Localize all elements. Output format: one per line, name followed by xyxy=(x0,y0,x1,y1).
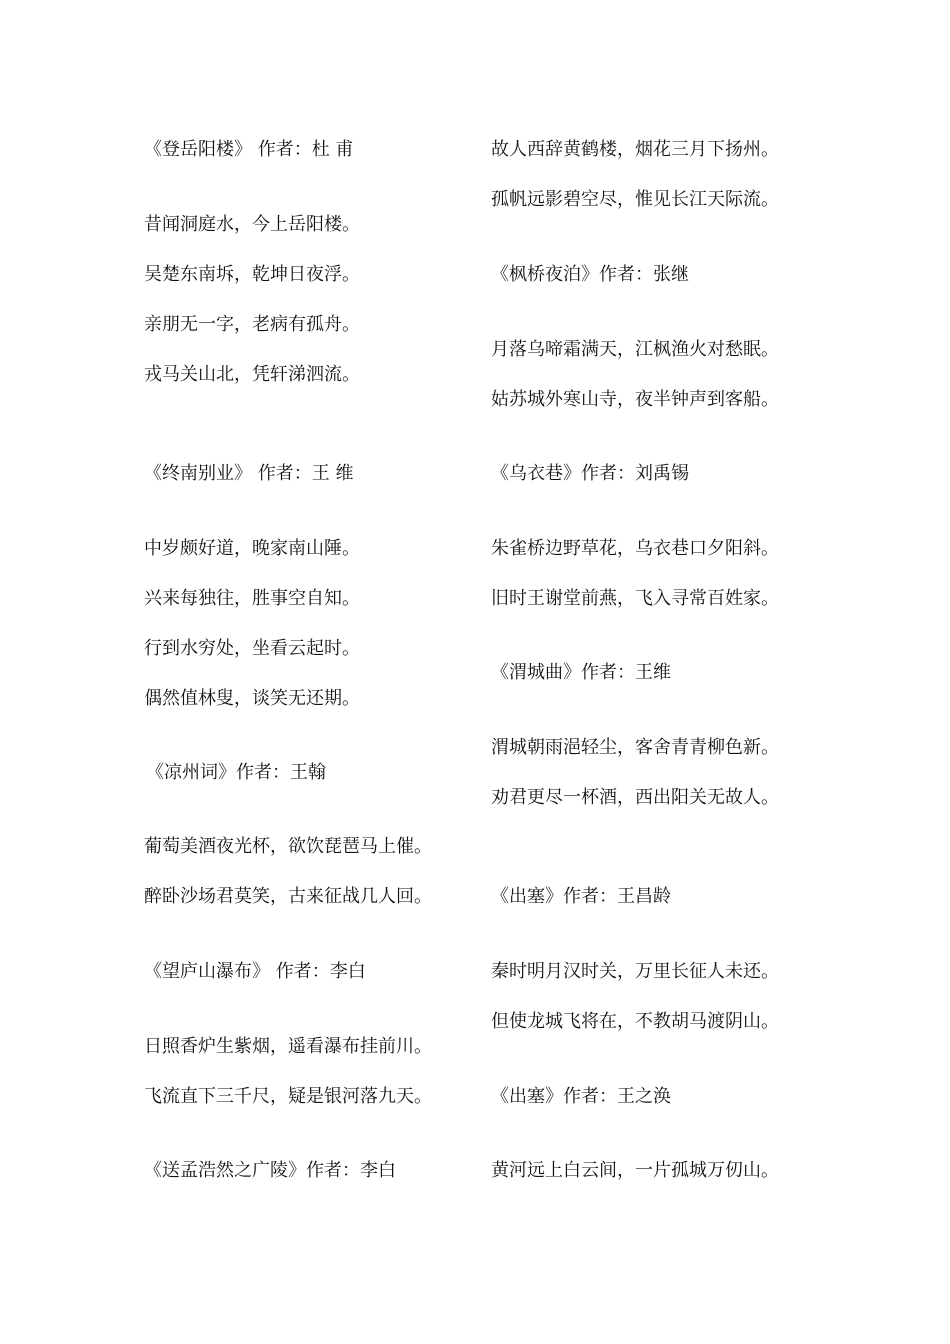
poem-title-wuyixiang: 《乌衣巷》作者：刘禹锡 xyxy=(491,463,689,484)
verse-line: 姑苏城外寒山寺，夜半钟声到客船。 xyxy=(491,389,779,410)
poem-title-zhongnanbieye: 《终南别业》 作者：王 维 xyxy=(144,463,354,484)
verse-line: 月落乌啼霜满天，江枫渔火对愁眠。 xyxy=(491,339,779,360)
verse-line: 偶然值林叟，谈笑无还期。 xyxy=(144,688,360,709)
verse-line: 劝君更尽一杯酒，西出阳关无故人。 xyxy=(491,787,779,808)
verse-line: 黄河远上白云间，一片孤城万仞山。 xyxy=(491,1160,779,1181)
poem-title-dengyueyanglou: 《登岳阳楼》 作者：杜 甫 xyxy=(144,139,354,160)
verse-line: 兴来每独往，胜事空自知。 xyxy=(144,588,360,609)
verse-line: 戎马关山北，凭轩涕泗流。 xyxy=(144,364,360,385)
verse-line: 但使龙城飞将在，不教胡马渡阴山。 xyxy=(491,1011,779,1032)
poem-title-wanglushanpubu: 《望庐山瀑布》 作者：李白 xyxy=(144,961,366,982)
poem-title-songmenghaoran: 《送孟浩然之广陵》作者：李白 xyxy=(144,1160,396,1181)
poem-title-fengqiaoyebo: 《枫桥夜泊》作者：张继 xyxy=(491,264,689,285)
verse-line: 日照香炉生紫烟，遥看瀑布挂前川。 xyxy=(144,1036,432,1057)
poem-title-chusai-wangchangling: 《出塞》作者：王昌龄 xyxy=(491,886,671,907)
verse-line: 行到水穷处，坐看云起时。 xyxy=(144,638,360,659)
verse-line: 醉卧沙场君莫笑，古来征战几人回。 xyxy=(144,886,432,907)
verse-line: 吴楚东南坼，乾坤日夜浮。 xyxy=(144,264,360,285)
verse-line: 故人西辞黄鹤楼，烟花三月下扬州。 xyxy=(491,139,779,160)
verse-line: 葡萄美酒夜光杯，欲饮琵琶马上催。 xyxy=(144,836,432,857)
verse-line: 朱雀桥边野草花，乌衣巷口夕阳斜。 xyxy=(491,538,779,559)
verse-line: 孤帆远影碧空尽，惟见长江天际流。 xyxy=(491,189,779,210)
verse-line: 昔闻洞庭水，今上岳阳楼。 xyxy=(144,214,360,235)
verse-line: 飞流直下三千尺，疑是银河落九天。 xyxy=(144,1086,432,1107)
verse-line: 旧时王谢堂前燕，飞入寻常百姓家。 xyxy=(491,588,779,609)
verse-line: 秦时明月汉时关，万里长征人未还。 xyxy=(491,961,779,982)
verse-line: 亲朋无一字，老病有孤舟。 xyxy=(144,314,360,335)
verse-line: 渭城朝雨浥轻尘，客舍青青柳色新。 xyxy=(491,737,779,758)
poem-title-liangzhouci: 《凉州词》作者：王翰 xyxy=(146,762,326,783)
poem-title-weichengqu: 《渭城曲》作者：王维 xyxy=(491,662,671,683)
poem-title-chusai-wangzhihuan: 《出塞》作者：王之涣 xyxy=(491,1086,671,1107)
verse-line: 中岁颇好道，晚家南山陲。 xyxy=(144,538,360,559)
